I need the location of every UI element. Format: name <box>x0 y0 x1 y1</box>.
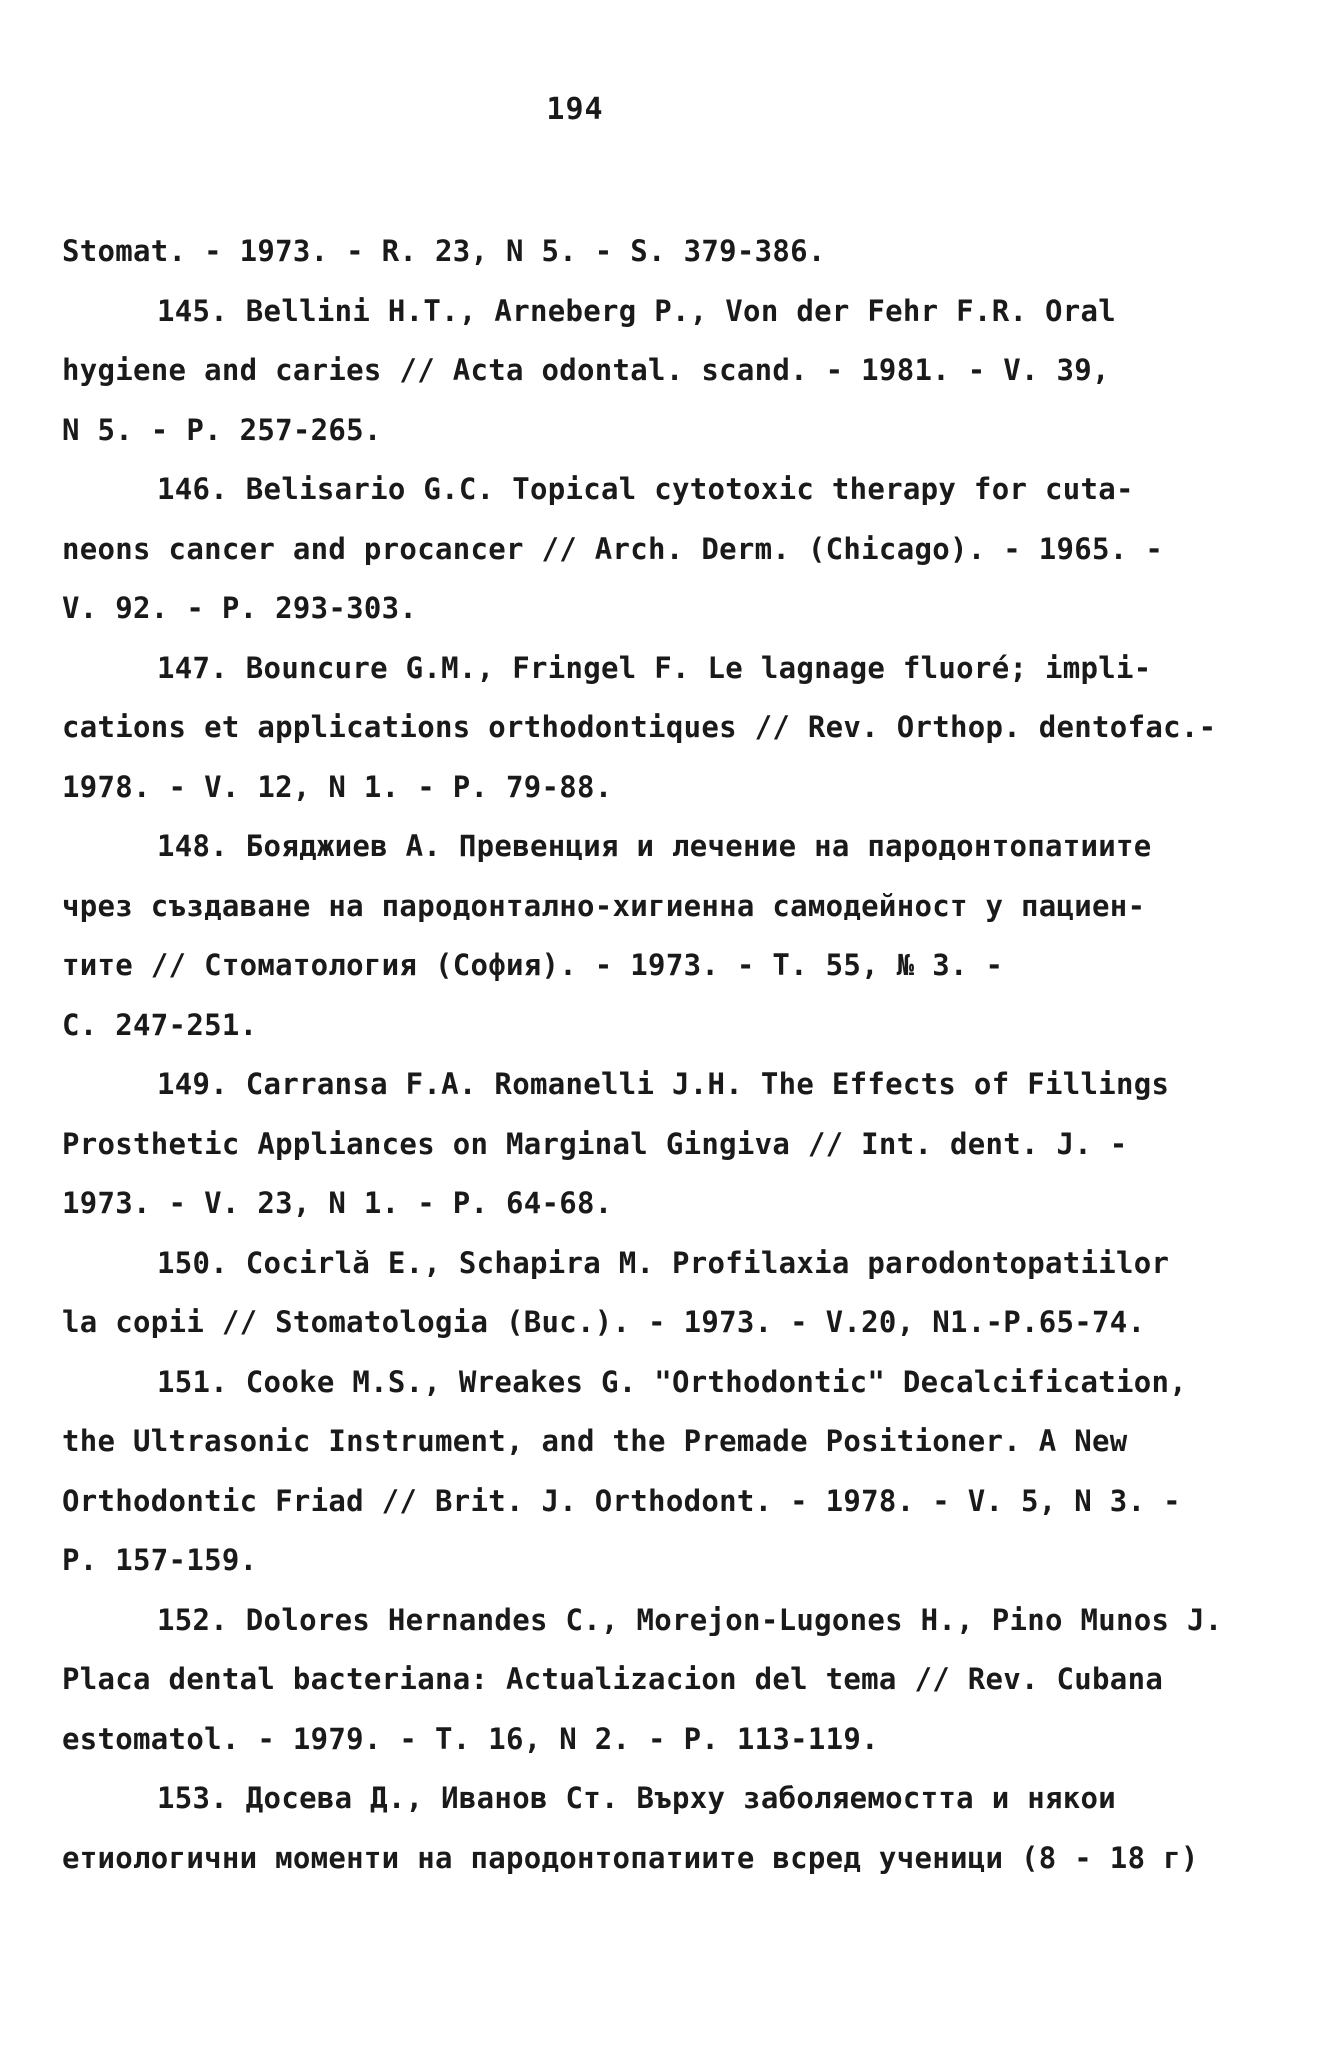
reference-continuation-line: Stomat. - 1973. - R. 23, N 5. - S. 379-386. <box>62 234 826 268</box>
reference-entry-start-line: 145. Bellini H.T., Arneberg P., Von der Fehr F.R. Oral <box>157 293 1117 328</box>
reference-continuation-line: la copii // Stomatologia (Buc.). - 1973. - V.20, N1.-P.65-74. <box>62 1305 1146 1339</box>
reference-continuation-line: Placa dental bacteriana: Actualizacion del tema // Rev. Cubana <box>62 1662 1164 1696</box>
reference-entry-start-line: 150. Cocirlă E., Schapira M. Profilaxia parodontopatiilor <box>157 1245 1170 1280</box>
reference-continuation-line: Orthodontic Friad // Brit. J. Orthodont. - 1978. - V. 5, N 3. - <box>62 1483 1181 1518</box>
reference-continuation-line: Prosthetic Appliances on Marginal Gingiva // Int. dent. J. - <box>62 1126 1128 1161</box>
reference-continuation-line: етиологични моменти на пародонтопатиите всред ученици (8 - 18 г) <box>62 1840 1199 1875</box>
reference-continuation-line: N 5. - P. 257-265. <box>62 412 382 447</box>
reference-continuation-line: hygiene and caries // Acta odontal. scand. - 1981. - V. 39, <box>62 353 1110 387</box>
reference-entry-start-line: 148. Бояджиев А. Превенция и лечение на пародонтопатиите <box>157 829 1152 863</box>
reference-continuation-line: neons cancer and procancer // Arch. Derm. (Chicago). - 1965. - <box>62 531 1164 566</box>
reference-continuation-line: тите // Стоматология (София). - 1973. - Т. 55, № 3. - <box>62 948 1004 982</box>
reference-continuation-line: cations et applications orthodontiques // Rev. Orthop. dentofac.- <box>62 710 1217 744</box>
reference-entry-start-line: 147. Bouncure G.M., Fringel F. Le lagnage fluoré; impli- <box>157 650 1152 685</box>
reference-continuation-line: 1978. - V. 12, N 1. - P. 79-88. <box>62 769 613 804</box>
page-number: 194 <box>546 92 604 127</box>
reference-list <box>62 222 1262 1888</box>
reference-entry-start-line: 152. Dolores Hernandes C., Morejon-Lugones H., Pino Munos J. <box>157 1602 1223 1637</box>
reference-continuation-line: P. 157-159. <box>62 1543 258 1577</box>
reference-entry-start-line: 151. Cooke M.S., Wreakes G. "Orthodontic" Decalcification, <box>157 1364 1188 1399</box>
reference-entry-start-line: 153. Досева Д., Иванов Ст. Върху заболяемостта и някои <box>157 1781 1117 1815</box>
reference-continuation-line: чрез създаване на пародонтално-хигиенна самодейност у пациен- <box>62 888 1146 923</box>
reference-continuation-line: the Ultrasonic Instrument, and the Premade Positioner. A New <box>62 1424 1128 1458</box>
reference-continuation-line: 1973. - V. 23, N 1. - P. 64-68. <box>62 1186 613 1220</box>
reference-entry-start-line: 146. Belisario G.C. Topical cytotoxic therapy for cuta- <box>157 472 1134 506</box>
reference-continuation-line: V. 92. - P. 293-303. <box>62 591 418 625</box>
reference-continuation-line: estomatol. - 1979. - T. 16, N 2. - P. 113-119. <box>62 1721 879 1756</box>
reference-entry-start-line: 149. Carransa F.A. Romanelli J.H. The Effects of Fillings <box>157 1067 1170 1101</box>
reference-continuation-line: С. 247-251. <box>62 1007 258 1042</box>
